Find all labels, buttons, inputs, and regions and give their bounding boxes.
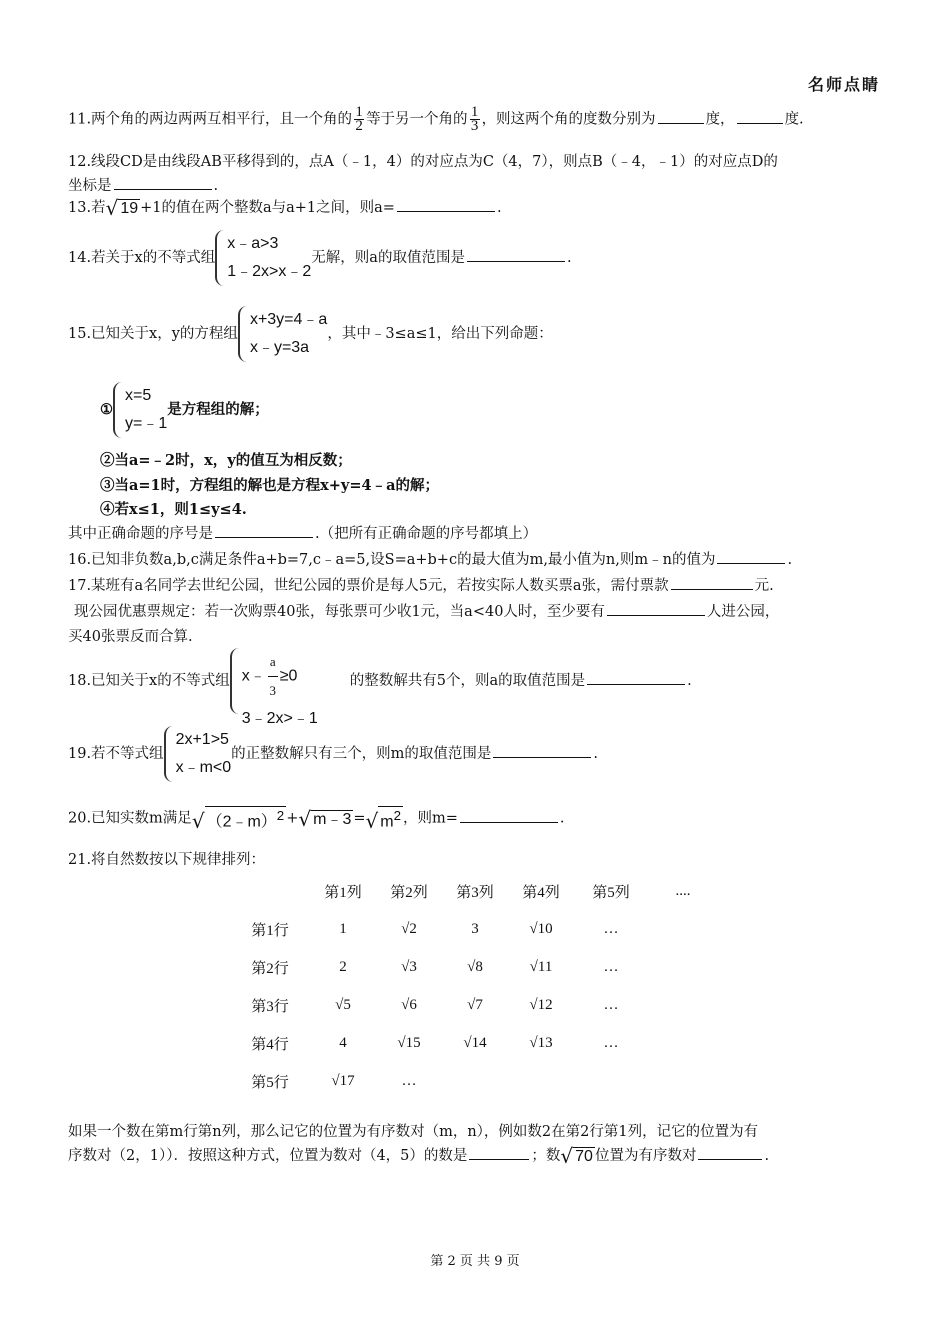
system-row-2: 3﹣2x>﹣1: [241, 710, 318, 727]
fraction-numerator: 1: [355, 104, 363, 120]
question-17-line3: 买40张票反而合算.: [68, 629, 193, 645]
table-row: [230, 910, 718, 948]
table-cell: 1: [339, 920, 347, 937]
sqrt-m-squared: √ $m^2$: [365, 808, 402, 834]
system-row-2: 1﹣2x>x﹣2: [227, 263, 312, 280]
question-11: [68, 106, 804, 133]
proposition-1: [100, 382, 269, 438]
fraction-a-over-3: [268, 648, 278, 705]
exponent: 2: [276, 808, 285, 823]
q20-text-b: ，则m=: [403, 810, 458, 827]
system-row-2: x﹣m<0: [175, 759, 232, 776]
row-text: x﹣: [241, 667, 266, 685]
answer-blank[interactable]: [215, 523, 313, 538]
question-18: [68, 648, 692, 727]
radicand: 70: [575, 1148, 593, 1165]
system-row-1: 2x+1>5: [175, 731, 229, 748]
table-row: [230, 948, 718, 986]
table-header-row: [230, 872, 718, 910]
table-cell: √2: [401, 920, 417, 937]
proposition-marker: ①: [100, 401, 113, 418]
sqrt-m-minus-3: √ m﹣3: [298, 806, 352, 831]
question-20: [68, 806, 565, 834]
fraction-denominator: 3: [470, 118, 479, 134]
system-row-2: x﹣y=3a: [249, 339, 310, 356]
header-cell: 第1列: [324, 884, 362, 901]
q11-text-b: 等于另一个角的: [366, 111, 468, 128]
answer-blank[interactable]: [397, 197, 495, 212]
q11-text-a: 11.两个角的两边两两互相平行，且一个角的: [68, 111, 353, 128]
q20-end: .: [559, 810, 565, 827]
q15-text-b: ，其中﹣3≤a≤1，给出下列命题：: [327, 326, 553, 342]
table-cell: …: [401, 1072, 417, 1089]
solution-system: [113, 382, 167, 438]
answer-blank[interactable]: [467, 247, 565, 262]
fraction-numerator: 1: [470, 104, 479, 120]
answer-blank[interactable]: [607, 601, 705, 616]
table-cell: √3: [401, 958, 417, 975]
proposition-4: ④若x≤1，则1≤y≤4.: [100, 501, 247, 518]
q18-text-b: 的整数解共有5个，则a的取值范围是: [349, 673, 586, 689]
sqrt-2-minus-m-squared: √ （2﹣m）$^2$: [191, 808, 285, 834]
answer-blank[interactable]: [114, 175, 212, 190]
table-cell: …: [603, 996, 619, 1013]
question-14: [68, 230, 572, 286]
question-12-line2: [68, 174, 218, 195]
q15-answer-text-a: 其中正确命题的序号是: [68, 526, 213, 542]
answer-blank[interactable]: [737, 109, 783, 124]
radicand: m: [380, 813, 394, 831]
inequality-system: [164, 726, 232, 782]
q21-text-c: 位置为有序数对: [594, 1148, 697, 1164]
question-21: 21.将自然数按以下规律排列：: [68, 852, 266, 868]
equation-system: [238, 306, 327, 362]
table-cell: 2: [339, 958, 347, 975]
q19-text-a: 19.若不等式组: [68, 746, 164, 762]
proposition-3: ③当a=1时，方程组的解也是方程x+y=4﹣a的解；: [100, 477, 439, 494]
table-cell: 4: [339, 1034, 347, 1051]
q11-text-c: ，则这两个角的度数分别为: [481, 111, 656, 128]
header-cell: 第4列: [522, 884, 560, 901]
number-arrangement-table: [230, 872, 718, 1100]
fraction-denominator: 2: [355, 118, 363, 134]
row-text: ≥0: [279, 667, 298, 685]
q15-text-a: 15.已知关于x，y的方程组: [68, 326, 238, 342]
q17-text-d: 人进公园，: [706, 604, 780, 620]
question-19: [68, 726, 598, 782]
system-row-1: [242, 648, 350, 705]
answer-blank[interactable]: [658, 109, 704, 124]
inequality-system: [215, 230, 311, 286]
proposition-1-text: 是方程组的解；: [167, 401, 269, 418]
row-label: 第5行: [251, 1074, 289, 1091]
q14-text-a: 14.若关于x的不等式组: [68, 250, 216, 266]
system-row-1: x+3y=4﹣a: [249, 311, 328, 328]
table-cell: …: [603, 920, 619, 937]
table-cell: 3: [471, 920, 479, 937]
table-cell: √10: [529, 920, 553, 937]
table-cell: √11: [529, 958, 553, 975]
answer-blank[interactable]: [698, 1145, 762, 1160]
q16-text: 16.已知非负数a,b,c满足条件a+b=7,c﹣a=5,设S=a+b+c的最大值为m,最小值为n,则m﹣n的值为: [68, 552, 716, 568]
answer-blank[interactable]: [717, 549, 785, 564]
q16-end: .: [787, 552, 793, 568]
answer-blank[interactable]: [469, 1145, 529, 1160]
radicand: 19: [120, 200, 139, 217]
question-17-line1: [68, 574, 774, 595]
q13-end: .: [496, 200, 502, 216]
q14-text-b: 无解，则a的取值范围是: [311, 250, 465, 266]
table-cell: …: [603, 958, 619, 975]
plus-sign: +: [286, 810, 299, 827]
answer-blank[interactable]: [460, 808, 558, 823]
fraction-one-half: [354, 106, 364, 133]
question-12-line1: 12.线段CD是由线段AB平移得到的，点A（﹣1，4）的对应点为C（4，7），则点B（﹣4，﹣1）的对应点D的: [68, 154, 778, 170]
q14-end: .: [566, 250, 572, 266]
page-header-title: 名师点睛: [807, 75, 880, 94]
header-cell: 第5列: [592, 884, 630, 901]
q17-text-b: 元.: [754, 578, 774, 594]
q11-text-d: 度，: [705, 111, 735, 128]
system-row-2: y=﹣1: [125, 415, 168, 432]
q12-end: .: [213, 178, 219, 194]
table-cell: √8: [467, 958, 483, 975]
answer-blank[interactable]: [493, 743, 591, 758]
q21-end: .: [764, 1148, 770, 1164]
row-label: 第4行: [251, 1036, 289, 1053]
answer-blank[interactable]: [671, 575, 753, 590]
table-cell: [442, 1062, 508, 1100]
q19-text-b: 的正整数解只有三个，则m的取值范围是: [231, 746, 492, 762]
table-cell: [574, 1062, 648, 1100]
answer-blank[interactable]: [587, 670, 685, 685]
table-cell: √17: [331, 1072, 355, 1089]
q19-end: .: [593, 746, 598, 762]
header-cell: 第3列: [456, 884, 494, 901]
radicand: m﹣3: [313, 810, 352, 828]
question-16: [68, 548, 792, 569]
q17-text-a: 17.某班有a名同学去世纪公园，世纪公园的票价是每人5元，若按实际人数买票a张，需付票款: [68, 578, 669, 594]
exponent: 2: [393, 808, 402, 823]
table-cell: √12: [529, 996, 553, 1013]
header-cell: [230, 872, 310, 910]
q17-text-c: 现公园优惠票规定：若一次购票40张，每张票可少收1元，当a<40人时，至少要有: [74, 604, 605, 620]
q13-text-a: 13.若: [68, 200, 106, 216]
proposition-2: ②当a=﹣2时，x，y的值互为相反数；: [100, 452, 352, 469]
question-13: [68, 196, 502, 218]
q21-text-b: ；数: [531, 1148, 561, 1164]
q15-answer-text-b: .（把所有正确命题的序号都填上）: [315, 526, 538, 542]
question-21-paragraph-line2: [68, 1144, 769, 1166]
q18-text-a: 18.已知关于x的不等式组: [68, 673, 230, 689]
sqrt-19: √ 19: [105, 196, 139, 220]
table-row: [230, 1024, 718, 1062]
question-15-answer-line: [68, 522, 537, 543]
fraction-numerator: a: [269, 654, 276, 669]
question-17-line2: [74, 600, 779, 621]
table-cell: √14: [463, 1034, 487, 1051]
header-cell: ....: [675, 882, 691, 899]
table-cell: √7: [467, 996, 483, 1013]
table-row: [230, 986, 718, 1024]
q12-text: 坐标是: [68, 178, 112, 194]
q18-end: .: [687, 673, 692, 689]
inequality-system: [230, 648, 350, 727]
page-footer: 第 2 页 共 9 页: [430, 1254, 520, 1269]
table-cell: √5: [335, 996, 351, 1013]
fraction-one-third: [470, 106, 480, 133]
radicand: （2﹣m）: [206, 813, 277, 831]
q11-text-e: 度.: [784, 111, 804, 128]
q21-text-a: 序数对（2，1））．按照这种方式，位置为数对（4，5）的数是: [68, 1148, 468, 1164]
fraction-denominator: 3: [269, 683, 277, 698]
table-cell: √15: [397, 1034, 421, 1051]
table-row: [230, 1062, 718, 1100]
system-row-1: x=5: [125, 387, 152, 404]
table-cell: √13: [529, 1034, 553, 1051]
table-cell: [508, 1062, 574, 1100]
system-row-1: x﹣a>3: [227, 235, 279, 252]
header-cell: 第2列: [390, 884, 428, 901]
q20-text-a: 20.已知实数m满足: [68, 810, 192, 827]
question-15: [68, 306, 553, 362]
q13-text-b: +1的值在两个整数a与a+1之间，则a=: [140, 200, 395, 216]
question-21-paragraph-line1: 如果一个数在第m行第n列，那么记它的位置为有序数对（m，n），例如数2在第2行第1列，记它的位置为有: [68, 1124, 759, 1140]
table-cell: √6: [401, 996, 417, 1013]
sqrt-70: √ 70: [560, 1144, 593, 1168]
row-label: 第3行: [251, 998, 289, 1015]
table-cell: …: [603, 1034, 619, 1051]
row-label: 第2行: [251, 960, 289, 977]
equals-sign: =: [353, 810, 366, 827]
row-label: 第1行: [251, 922, 289, 939]
